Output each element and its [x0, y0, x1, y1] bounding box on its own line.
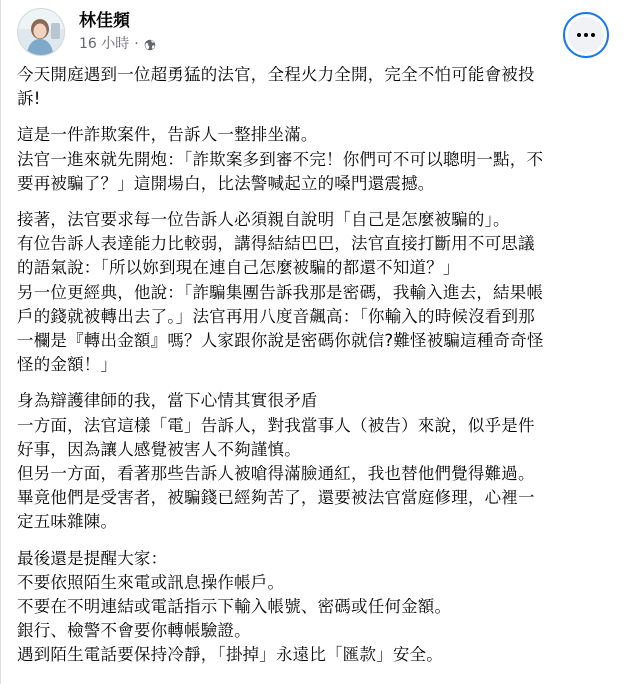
post-time[interactable]: 16 小時	[79, 36, 130, 52]
post-meta	[79, 35, 156, 53]
meta-separator: ·	[134, 36, 139, 52]
post-text-line: 法官一進來就先開炮：「詐欺案多到審不完！你們可不可以聰明一點，不	[17, 149, 544, 169]
post-paragraph	[17, 123, 617, 196]
post-text-line: 遇到陌生電話要保持冷靜，「掛掉」永遠比「匯款」安全。	[17, 645, 443, 665]
more-options-icon	[568, 17, 604, 53]
post-text-line: 有位告訴人表達能力比較弱，講得結結巴巴，法官直接打斷用不可思議	[17, 234, 535, 254]
post-body	[17, 63, 617, 680]
post-paragraph	[17, 63, 617, 111]
post-paragraph	[17, 208, 617, 377]
post-text-line: 最後還是提醒大家：	[17, 548, 168, 568]
post-text-line: 定五味雜陳。	[17, 512, 118, 532]
globe-icon[interactable]	[144, 38, 156, 50]
post-text-line: 但另一方面，看著那些告訴人被嗆得滿臉通紅，我也替他們覺得難過。	[17, 464, 535, 484]
post-header	[17, 8, 617, 58]
post-text-line: 接著，法官要求每一位告訴人必須親自說明「自己是怎麼被騙的」。	[17, 210, 510, 230]
author-name[interactable]: 林佳頻	[79, 11, 130, 31]
post-text-line: 訴!	[17, 89, 41, 109]
post-text-line: 戶的錢就被轉出去了。」法官再用八度音飆高：「你輸入的時候沒看到那	[17, 306, 535, 326]
post-text-line: 身為辯護律師的我，當下心情其實很矛盾	[17, 391, 318, 411]
avatar-photo-icon	[18, 9, 65, 56]
post-text-line: 不要依照陌生來電或訊息操作帳戶。	[17, 572, 285, 592]
post-text-line: 不要在不明連結或電話指示下輸入帳號、密碼或任何金額。	[17, 597, 452, 617]
post-text-line: 的語氣說：「所以妳到現在連自己怎麼被騙的都還不知道？」	[17, 258, 460, 278]
post-paragraph	[17, 547, 617, 668]
post-text-line: 好事，因為讓人感覺被害人不夠謹慎。	[17, 439, 301, 459]
post-text-line: 一方面，法官這樣「電」告訴人，對我當事人（被告）來說，似乎是件	[17, 415, 535, 435]
post-text-line: 銀行、檢警不會要你轉帳驗證。	[17, 621, 251, 641]
avatar[interactable]	[17, 8, 65, 56]
post-text-line: 要再被騙了？」這開場白，比法警喊起立的嗓門還震撼。	[17, 173, 435, 193]
post-text-line: 這是一件詐欺案件，告訴人一整排坐滿。	[17, 125, 318, 145]
post-text-line: 今天開庭遇到一位超勇猛的法官，全程火力全開，完全不怕可能會被投	[17, 65, 535, 84]
more-options-button[interactable]	[563, 12, 609, 58]
post-text-line: 畢竟他們是受害者，被騙錢已經夠苦了，還要被法官當庭修理，心裡一	[17, 488, 535, 508]
post-text-line: 怪的金額！」	[17, 355, 118, 375]
post-text-line: 另一位更經典，他說：「詐騙集團告訴我那是密碼，我輸入進去，結果帳	[17, 282, 544, 302]
post-paragraph	[17, 389, 617, 534]
post-text-line: 一欄是『轉出金額』嗎？人家跟你說是密碼你就信?難怪被騙這種奇奇怪	[17, 331, 544, 351]
